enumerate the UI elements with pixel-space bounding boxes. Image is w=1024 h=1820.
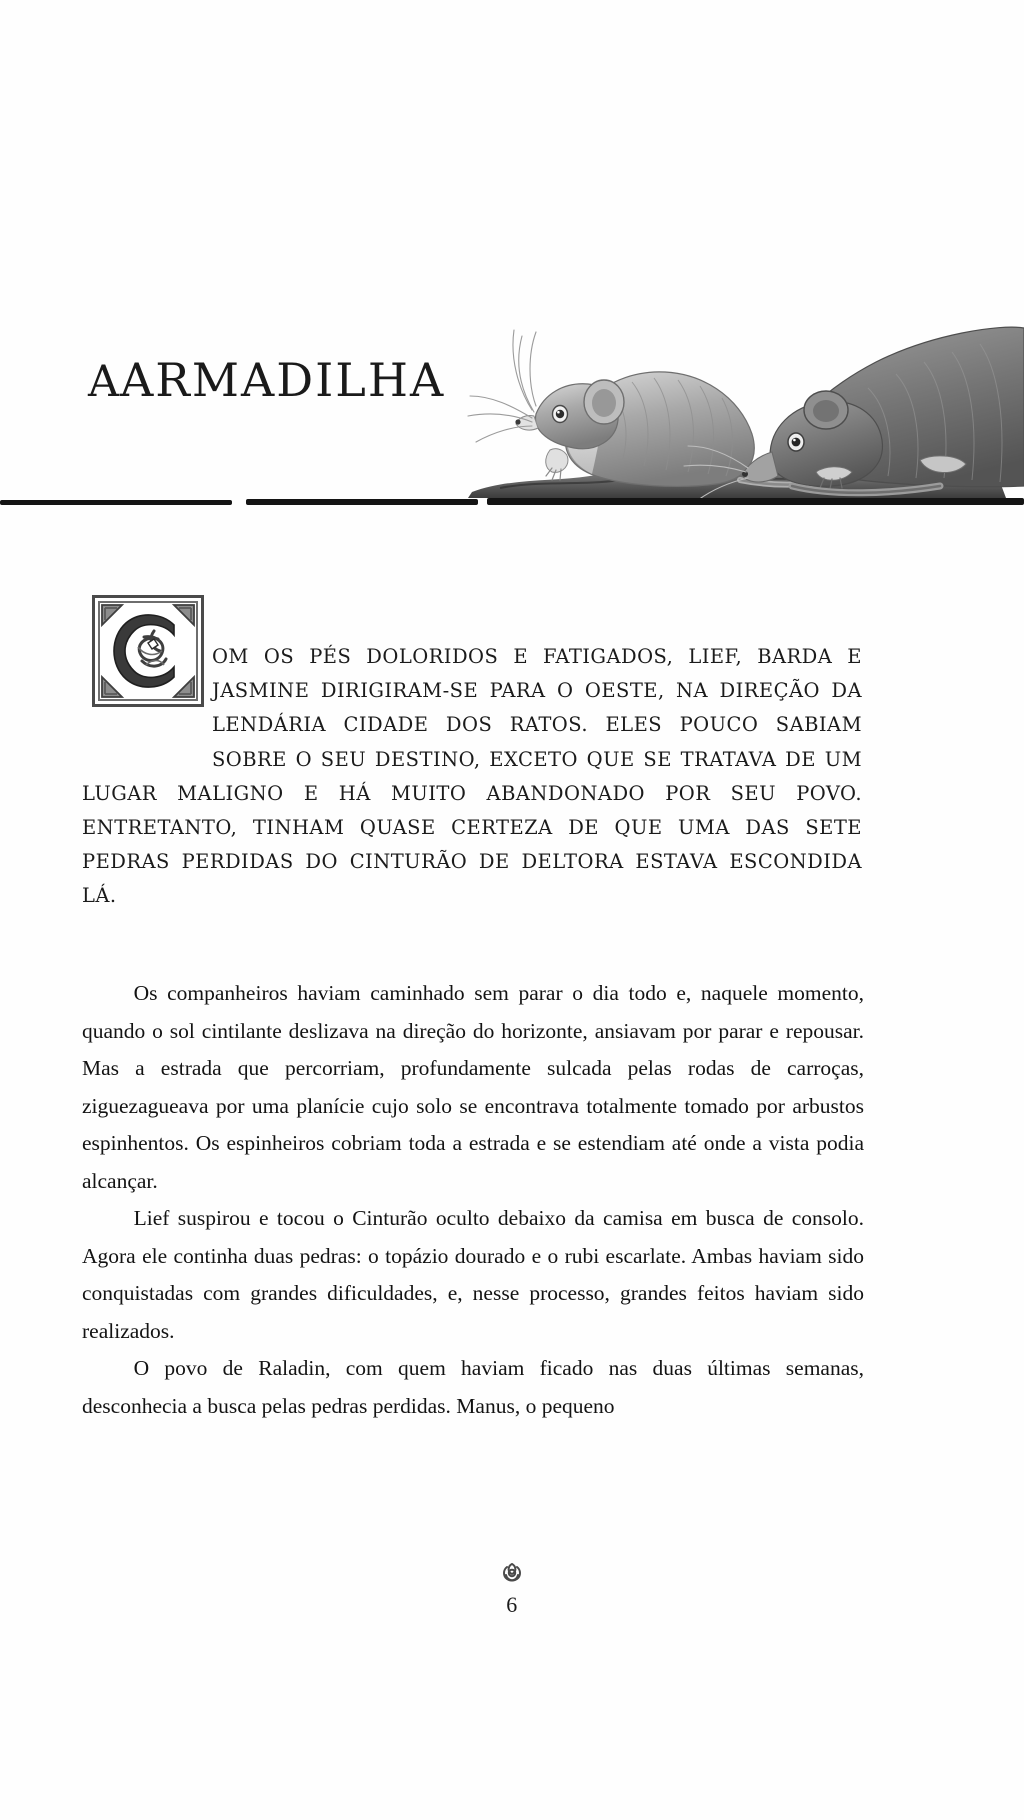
- rule-segment: [0, 500, 232, 505]
- opening-paragraph-text: OM OS PÉS DOLORIDOS E FATIGADOS, LIEF, BARDA E JASMINE DIRIGIRAM-SE PARA O OESTE, NA DIREÇÃO DA LENDÁRIA CIDADE DOS RATOS. ELES POUCO SABIAM SOBRE O SEU DESTINO, EXCETO QUE SE TRATAVA DE UM LUGAR MALIGNO E HÁ MUITO ABANDONADO POR SEU POVO. ENTRETANTO, TINHAM QUASE CERTEZA DE QUE UMA DAS SETE PEDRAS PERDIDAS DO CINTURÃO DE DELTORA ESTAVA ESCONDIDA LÁ.: [82, 645, 862, 908]
- body-text: [82, 975, 864, 1425]
- rule-segment: [246, 499, 478, 505]
- chapter-title-initial: a: [88, 338, 121, 411]
- chapter-header: [0, 300, 1024, 530]
- opening-paragraph: [82, 640, 862, 914]
- page-number: 6: [506, 1592, 518, 1617]
- page-footer: [0, 1560, 1024, 1618]
- page-title: [88, 338, 445, 411]
- celtic-knot-icon: [499, 1560, 525, 1586]
- rat-illustration: [440, 310, 1024, 510]
- paragraph: Lief suspirou e tocou o Cinturão oculto debaixo da camisa em busca de consolo. Agora ele continha duas pedras: o topázio dourado e o rubi escarlate. Ambas haviam sido conquistadas com grandes dificuldades, e, nesse processo, grandes feitos haviam sido realizados.: [82, 1206, 864, 1343]
- paragraph: O povo de Raladin, com quem haviam ficado nas duas últimas semanas, desconhecia a busca pelas pedras perdidas. Manus, o pequeno: [82, 1356, 864, 1418]
- header-rule: [0, 497, 1024, 506]
- chapter-title-rest: ARMADILHA: [120, 353, 446, 407]
- paragraph: Os companheiros haviam caminhado sem parar o dia todo e, naquele momento, quando o sol cintilante deslizava na direção do horizonte, ansiavam por parar e repousar. Mas a estrada que percorriam, profundamente sulcada pelas rodas de carroças, ziguezagueava por uma planície cujo solo se encontrava totalmente tomado por arbustos espinhentos. Os espinheiros cobriam toda a estrada e se estendiam até onde a vista podia alcançar.: [82, 981, 864, 1193]
- dropcap-float-spacer: [82, 640, 212, 743]
- rule-segment: [487, 498, 1024, 505]
